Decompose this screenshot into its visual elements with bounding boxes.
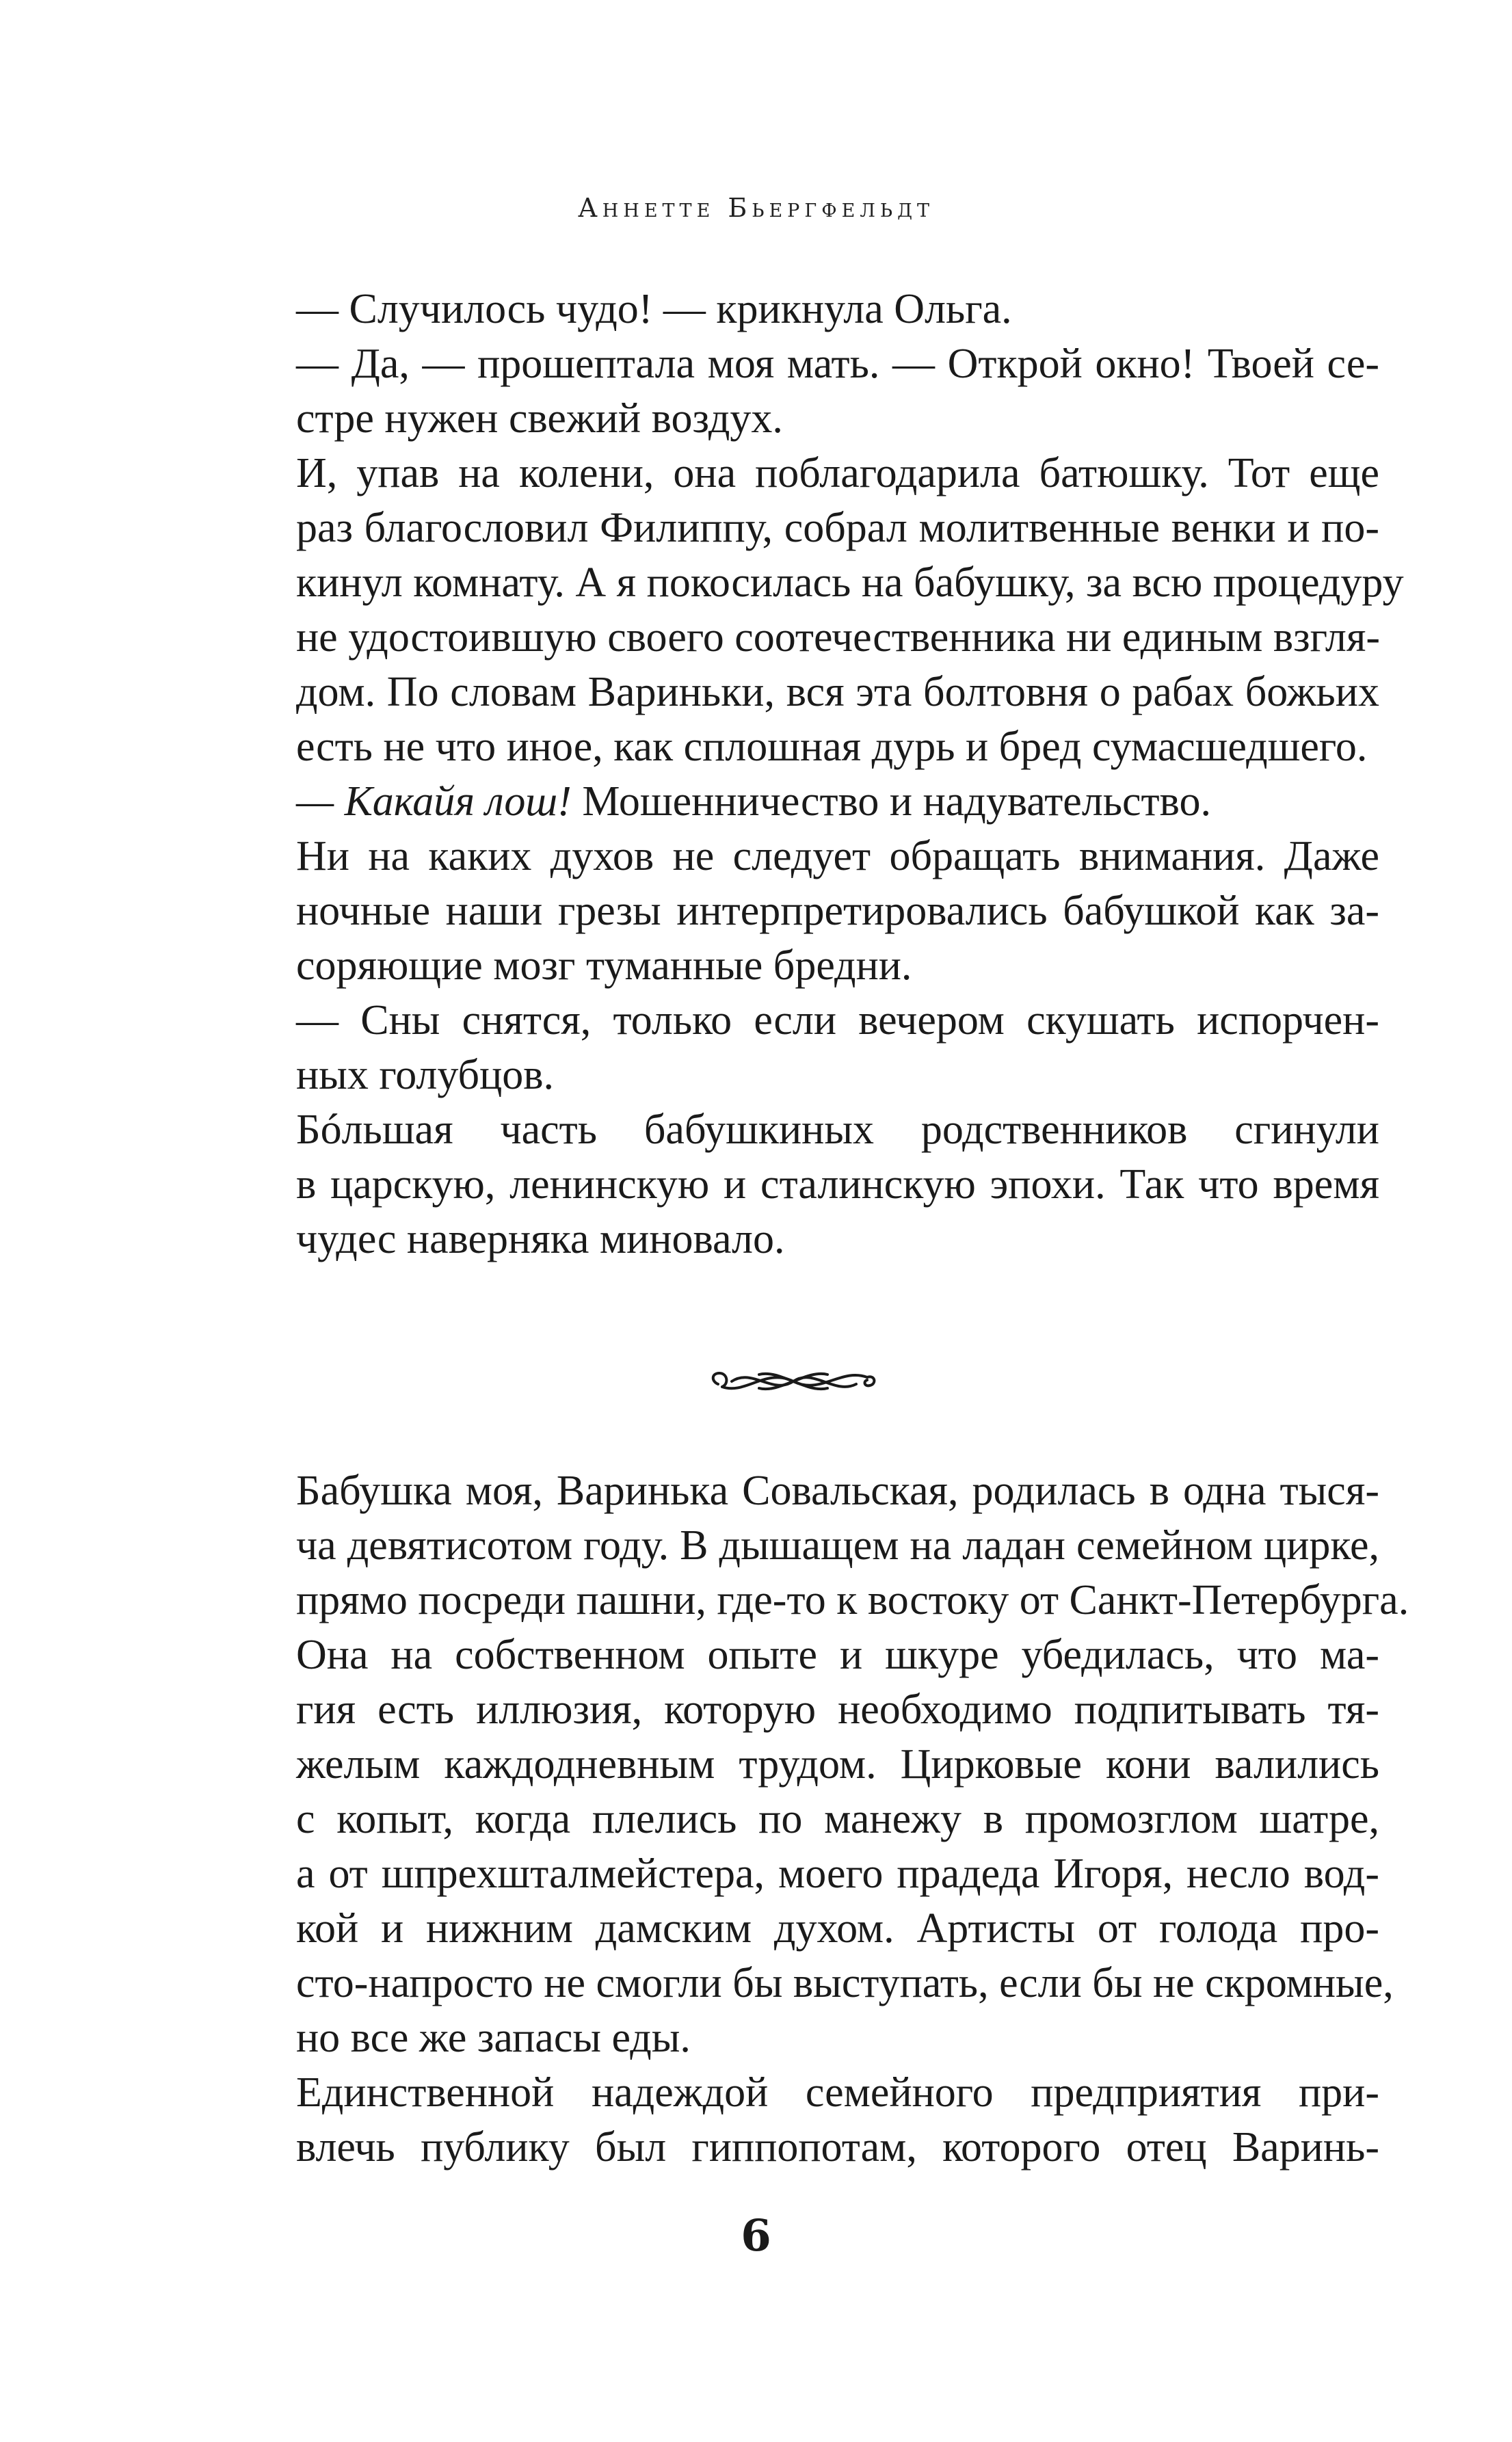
text-line: Ни на каких духов не следует обращать внимания. Даже [296,833,1379,879]
flourish-divider-icon [704,1354,882,1409]
running-header: Аннетте Бьергфельдт [577,193,935,223]
text-line: чудес наверняка миновало. [296,1216,785,1262]
text-block-2 [296,1463,1409,2175]
text-line: соряющие мозг туманные бредни. [296,942,912,989]
text-line: стре нужен свежий воздух. [296,395,783,442]
text-line: кинул комнату. А я покосилась на бабушку, за всю процедуру [296,559,1404,606]
text-line: Она на собственном опыте и шкуре убедилась, что ма- [296,1632,1379,1678]
text-block-1 [296,282,1404,1266]
text-line: раз благословил Филиппу, собрал молитвенные венки и по- [296,505,1379,551]
page-number: 6 [741,2210,771,2261]
text-line: есть не что иное, как сплошная дурь и бред сумасшедшего. [296,724,1368,770]
text-line: желым каждодневным трудом. Цирковые кони валились [296,1741,1379,1788]
text-line: не удостоившую своего соотечественника ни единым взгля- [296,614,1381,661]
text-line: — Да, — прошептала моя мать. — Открой окно! Твоей се- [296,341,1379,387]
text-line: — Сны снятся, только если вечером скушать испорчен- [296,997,1379,1044]
italic-phrase: — Какайя лош! [296,778,572,825]
text-line: в царскую, ленинскую и сталинскую эпохи. Так что время [296,1161,1379,1208]
text-line: гия есть иллюзия, которую необходимо подпитывать тя- [296,1686,1379,1733]
text-line-rest: Мошенничество и надувательство. [571,778,1212,825]
text-line: но все же запасы еды. [296,2015,691,2061]
text-line: ных голубцов. [296,1052,555,1098]
text-line: Бабушка моя, Варинька Совальская, родилась в одна тыся- [296,1468,1379,1514]
text-line: кой и нижним дамским духом. Артисты от голода про- [296,1905,1379,1952]
text-line-mixed [296,774,1379,829]
text-line: — Случилось чудо! — крикнула Ольга. [296,286,1012,332]
text-line: Бóльшая часть бабушкиных родственников сгинули [296,1106,1379,1153]
text-line: И, упав на колени, она поблагодарила батюшку. Тот еще [296,450,1379,496]
text-line: влечь публику был гиппопотам, которого отец Варинь- [296,2124,1379,2171]
text-line: ча девятисотом году. В дышащем на ладан семейном цирке, [296,1522,1379,1569]
text-line: сто-напросто не смогли бы выступать, если бы не скромные, [296,1960,1394,2006]
text-line: прямо посреди пашни, где-то к востоку от Санкт-Петербурга. [296,1577,1409,1623]
text-line: дом. По словам Вариньки, вся эта болтовня о рабах божьих [296,669,1379,715]
text-line: ночные наши грезы интерпретировались бабушкой как за- [296,888,1379,934]
text-line: Единственной надеждой семейного предприятия при- [296,2069,1379,2116]
text-line: а от шпрехшталмейстера, моего прадеда Игоря, несло вод- [296,1850,1379,1897]
text-line: с копыт, когда плелись по манежу в промозглом шатре, [296,1796,1379,1842]
